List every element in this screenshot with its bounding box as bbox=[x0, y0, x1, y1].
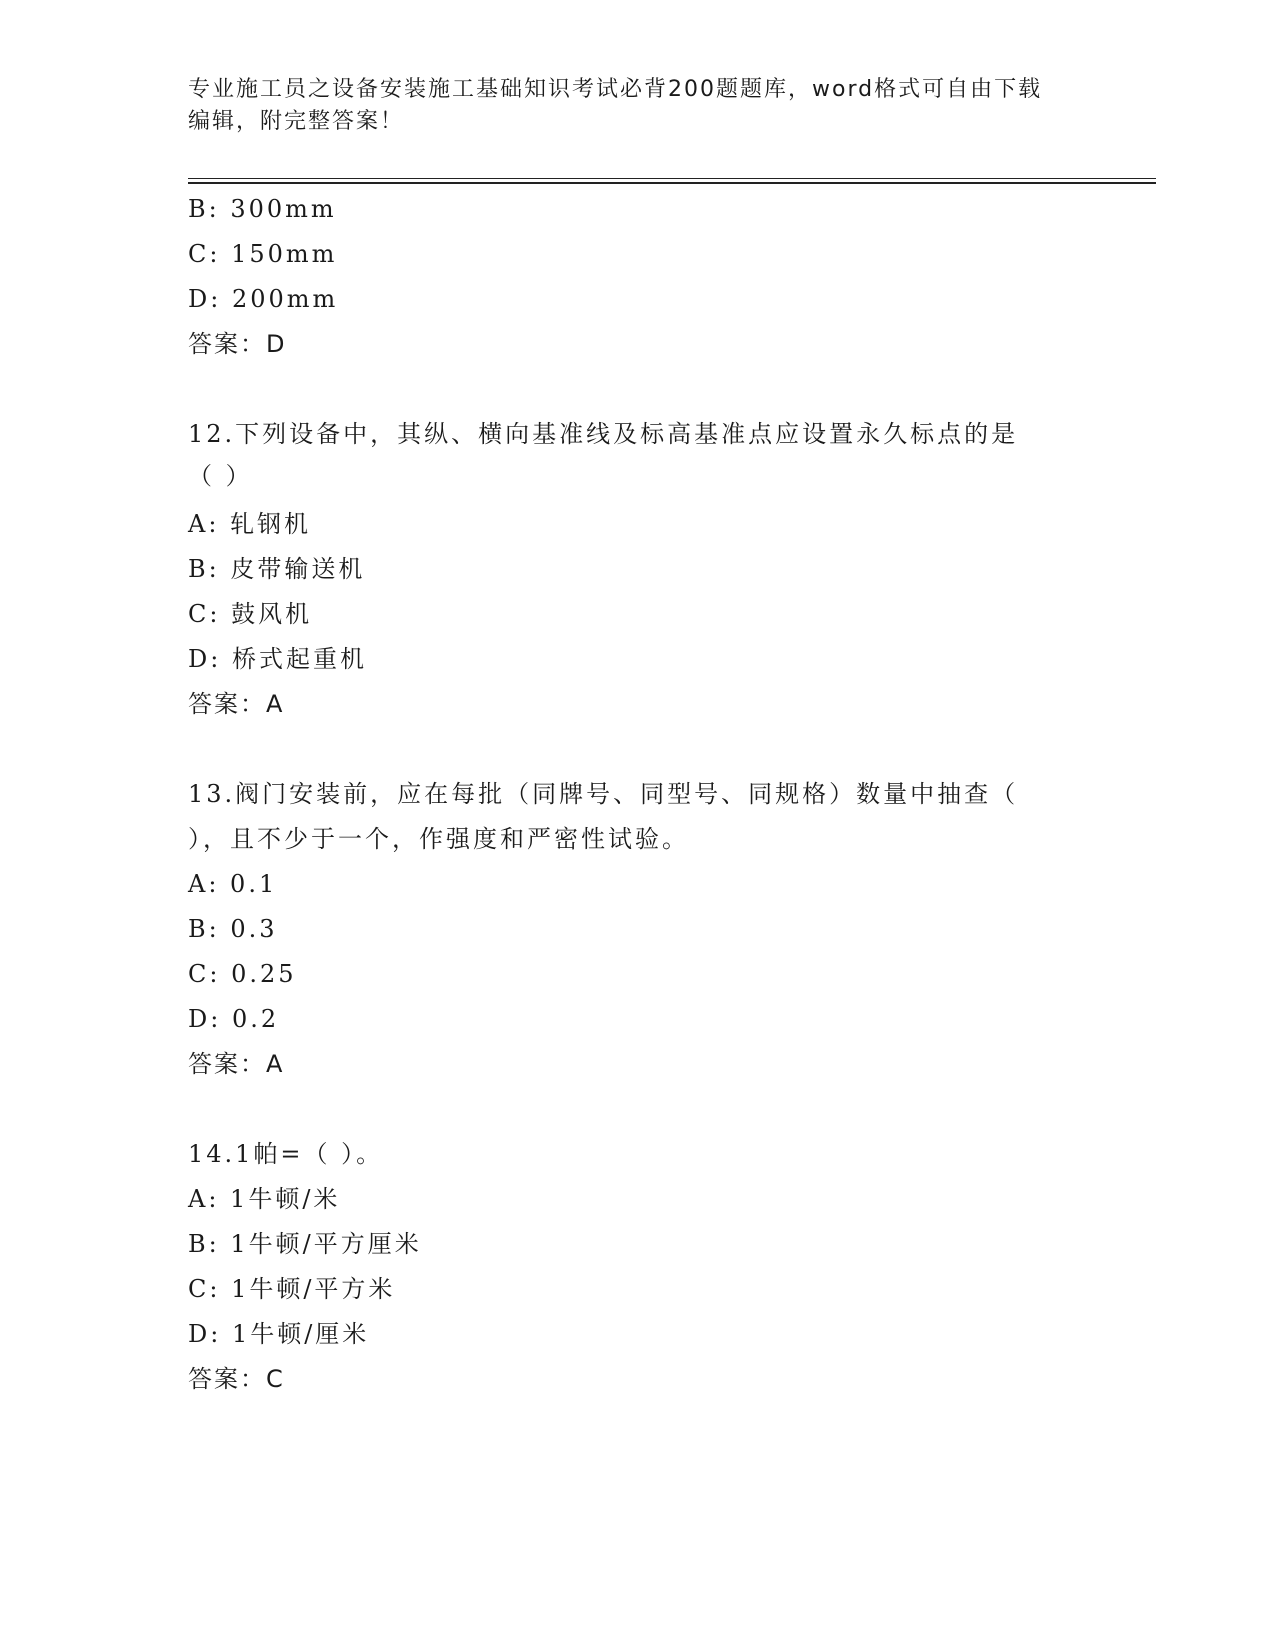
q11-option-d: D: 200mm bbox=[188, 285, 339, 313]
q13-option-a: A: 0.1 bbox=[188, 870, 278, 898]
header-divider-bottom bbox=[188, 182, 1156, 184]
q12-stem-line-2: （ ） bbox=[188, 462, 253, 490]
q13-option-c: C: 0.25 bbox=[188, 960, 297, 988]
q13-option-d: D: 0.2 bbox=[188, 1005, 280, 1033]
q14-stem-line-1: 14.1帕=（ ）。 bbox=[188, 1140, 384, 1168]
header-title-line-1: 专业施工员之设备安装施工基础知识考试必背200题题库，word格式可自由下载 bbox=[188, 77, 1043, 102]
q13-stem-line-1: 13.阀门安装前，应在每批（同牌号、同型号、同规格）数量中抽查（ bbox=[188, 780, 1019, 808]
q12-option-b: B: 皮带输送机 bbox=[188, 555, 366, 583]
q14-option-c: C: 1牛顿/平方米 bbox=[188, 1275, 396, 1303]
header-title-line-2: 编辑，附完整答案！ bbox=[188, 109, 405, 134]
document-header bbox=[188, 74, 1068, 138]
q11-option-b: B: 300mm bbox=[188, 195, 337, 223]
header-divider-top bbox=[188, 178, 1156, 179]
q12-option-c: C: 鼓风机 bbox=[188, 600, 313, 628]
q12-stem-line-1: 12.下列设备中，其纵、横向基准线及标高基准点应设置永久标点的是 bbox=[188, 420, 1019, 448]
q14-answer: 答案：C bbox=[188, 1365, 285, 1393]
q12-option-a: A: 轧钢机 bbox=[188, 510, 312, 538]
q14-option-b: B: 1牛顿/平方厘米 bbox=[188, 1230, 422, 1258]
q14-option-a: A: 1牛顿/米 bbox=[188, 1185, 341, 1213]
q12-answer: 答案：A bbox=[188, 690, 285, 718]
q12-option-d: D: 桥式起重机 bbox=[188, 645, 367, 673]
q14-option-d: D: 1牛顿/厘米 bbox=[188, 1320, 370, 1348]
q13-stem-line-2: ），且不少于一个，作强度和严密性试验。 bbox=[188, 825, 689, 853]
q11-option-c: C: 150mm bbox=[188, 240, 338, 268]
q13-option-b: B: 0.3 bbox=[188, 915, 278, 943]
q11-answer: 答案：D bbox=[188, 330, 287, 358]
q13-answer: 答案：A bbox=[188, 1050, 285, 1078]
